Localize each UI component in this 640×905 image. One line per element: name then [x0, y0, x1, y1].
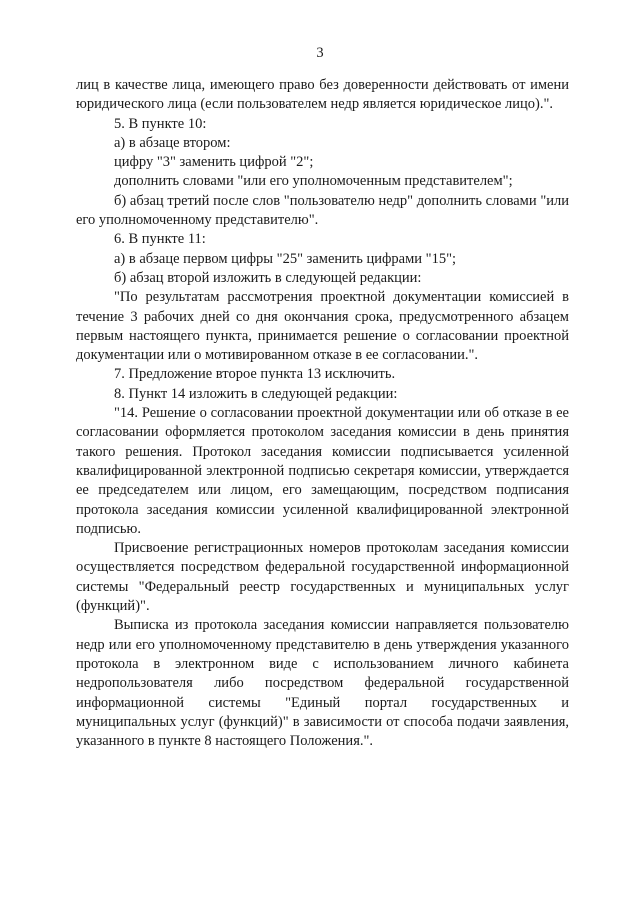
document-body	[76, 76, 569, 751]
paragraph-item-7: 7. Предложение второе пункта 13 исключить.	[114, 366, 396, 383]
paragraph-item-5b: б) абзац третий после слов "пользователю недр" дополнить словами "или его уполномоченному представителю".	[76, 192, 569, 229]
paragraph-item-6b-quote: "По результатам рассмотрения проектной документации комиссией в течение 3 рабочих дней со дня окончания срока, предусмотренного абзацем первым настоящего пункта, принимается решение о согласовании проектной документации или о мотивированном отказе в ее согласовании.".	[76, 289, 569, 364]
paragraph-item-5: 5. В пункте 10:	[114, 115, 207, 132]
paragraph-continuation: лиц в качестве лица, имеющего право без доверенности действовать от имени юридического лица (если пользователем недр является юридическое лицо).".	[76, 77, 569, 113]
paragraph-item-6a: а) в абзаце первом цифры "25" заменить цифрами "15";	[114, 250, 457, 267]
paragraph-item-6b: б) абзац второй изложить в следующей редакции:	[114, 269, 422, 286]
paragraph-item-8: 8. Пункт 14 изложить в следующей редакции:	[114, 385, 398, 402]
paragraph-item-8-quote-3: Выписка из протокола заседания комиссии направляется пользователю недр или его уполномоченному представителю в день утверждения указанного протокола в электронном виде с использованием личного кабинета недропользователя либо посредством федеральной государственной информационной системы "Единый портал государственных и муниципальных услуг (функций)" в зависимости от способа подачи заявления, указанного в пункте 8 настоящего Положения.".	[76, 617, 569, 750]
paragraph-item-6: 6. В пункте 11:	[114, 231, 206, 248]
paragraph-item-8-quote-2: Присвоение регистрационных номеров протоколам заседания комиссии осуществляется посредством федеральной государственной информационной системы "Федеральный реестр государственных и муниципальных услуг (функций)".	[76, 540, 569, 615]
paragraph-item-5a-words: дополнить словами "или его уполномоченным представителем";	[114, 173, 513, 190]
paragraph-item-5a: а) в абзаце втором:	[114, 134, 231, 151]
paragraph-item-5a-digit: цифру "3" заменить цифрой "2";	[114, 154, 314, 171]
page-number: 3	[316, 45, 324, 61]
paragraph-item-8-quote-1: "14. Решение о согласовании проектной документации или об отказе в ее согласовании оформляется протоколом заседания комиссии в день принятия такого решения. Протокол заседания комиссии подписывается усиленной квалифицированной электронной подписью секретаря комиссии, утверждается ее председателем или лицом, его замещающим, посредством подписания протокола заседания комиссии усиленной квалифицированной электронной подписью.	[76, 405, 569, 537]
